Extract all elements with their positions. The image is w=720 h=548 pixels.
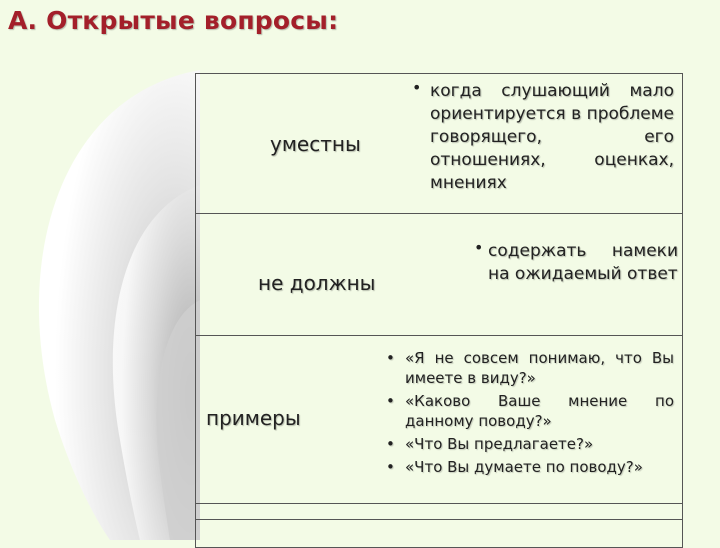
examples-list [386,348,674,480]
questions-table [195,73,683,548]
row-empty [196,504,682,520]
bullet-icon: • [474,238,484,257]
bullet-icon: • [386,349,395,367]
list-item: • «Что Вы думаете по поводу?» [386,458,643,476]
bullet-icon: • [386,458,395,476]
bullet-icon: • [412,78,422,97]
row-text-appropriate: когда слушающий мало ориентируется в проблеме говорящего, его отношениях, оценках, мнениях [430,81,674,193]
row-examples [196,336,682,504]
row-appropriate [196,74,682,214]
list-item: • «Каково Ваше мнение по данному поводу?» [386,392,674,430]
row-label-should-not: не должны [258,271,376,295]
list-item: • «Что Вы предлагаете?» [386,435,594,453]
row-label-examples: примеры [206,406,301,430]
bullet-icon: • [386,392,395,410]
list-item: • «Я не совсем понимаю, что Вы имеете в виду?» [386,349,674,387]
bullet-icon: • [386,435,395,453]
row-label-appropriate: уместны [270,132,361,156]
row-should-not [196,214,682,336]
page-title: А. Открытые вопросы: [8,6,339,35]
row-text-should-not: содержать намеки на ожидаемый ответ [488,241,678,284]
